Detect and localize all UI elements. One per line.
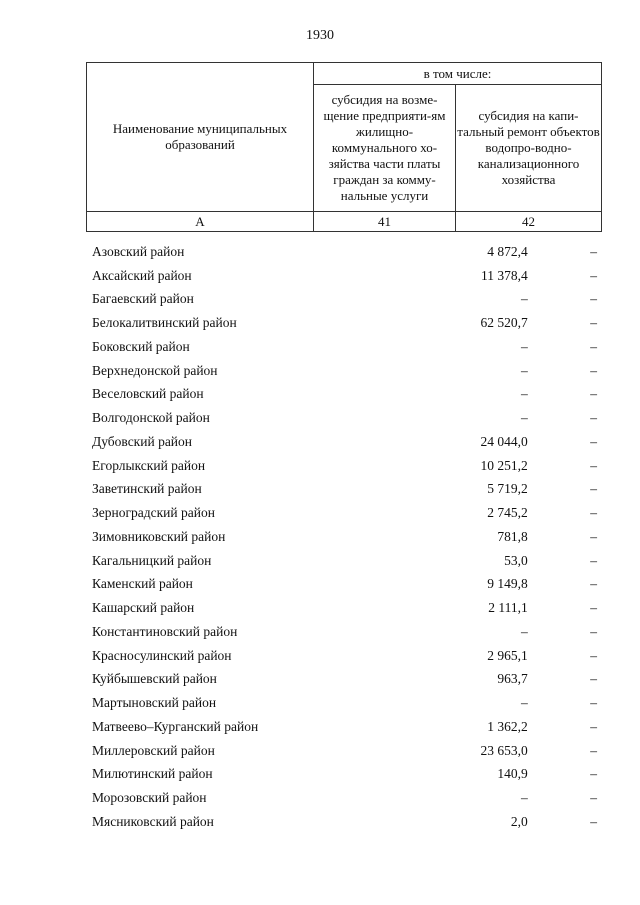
column-index-42: 42 — [456, 212, 602, 232]
value-col-42: – — [590, 410, 597, 426]
value-col-41: 1 362,2 — [487, 718, 528, 734]
table-row — [86, 573, 601, 597]
value-col-42: – — [590, 671, 597, 687]
table-header — [86, 62, 602, 232]
value-col-41: – — [521, 386, 528, 402]
municipality-name: Куйбышевский район — [92, 671, 217, 687]
value-col-42: – — [590, 291, 597, 307]
table-row — [86, 311, 601, 335]
value-col-41: 5 719,2 — [487, 481, 528, 497]
value-col-42: – — [590, 647, 597, 663]
column-header-name-text: Наименование муниципальных образований — [112, 121, 288, 152]
value-col-42: – — [590, 267, 597, 283]
value-col-41: – — [521, 338, 528, 354]
table-row — [86, 383, 601, 407]
table-row — [86, 335, 601, 359]
value-col-42: – — [590, 623, 597, 639]
municipality-name: Дубовский район — [92, 433, 193, 449]
column-index-41: 41 — [314, 212, 456, 232]
value-col-42: – — [590, 766, 597, 782]
column-header-name — [87, 63, 314, 212]
table-row — [86, 715, 601, 739]
value-col-41: 963,7 — [497, 671, 528, 687]
municipality-name: Матвеево–Курганский район — [92, 718, 259, 734]
value-col-42: – — [590, 315, 597, 331]
municipality-name: Мартыновский район — [92, 695, 217, 711]
column-header-including: в том числе: — [314, 63, 602, 85]
value-col-41: 23 653,0 — [480, 742, 528, 758]
municipality-name: Красносулинский район — [92, 647, 232, 663]
table-row — [86, 288, 601, 312]
value-col-41: 4 872,4 — [487, 243, 528, 259]
value-col-42: – — [590, 813, 597, 829]
table-row — [86, 359, 601, 383]
value-col-42: – — [590, 718, 597, 734]
municipality-name: Белокалитвинский район — [92, 315, 237, 331]
municipality-name: Волгодонской район — [92, 410, 210, 426]
table-row — [86, 763, 601, 787]
value-col-41: 2 745,2 — [487, 505, 528, 521]
table-row — [86, 406, 601, 430]
value-col-41: – — [521, 291, 528, 307]
table-row — [86, 501, 601, 525]
value-col-42: – — [590, 386, 597, 402]
table-row — [86, 478, 601, 502]
page-number: 1930 — [306, 28, 334, 43]
value-col-41: – — [521, 790, 528, 806]
value-col-42: – — [590, 576, 597, 592]
municipality-name: Веселовский район — [92, 386, 204, 402]
value-col-41: – — [521, 623, 528, 639]
municipality-name: Зимовниковский район — [92, 528, 226, 544]
municipality-name: Азовский район — [92, 243, 185, 259]
value-col-42: – — [590, 528, 597, 544]
table-row — [86, 739, 601, 763]
value-col-41: 781,8 — [497, 528, 528, 544]
value-col-41: 140,9 — [497, 766, 528, 782]
table-row — [86, 240, 601, 264]
value-col-42: – — [590, 243, 597, 259]
column-header-41: субсидия на возме-щение предприяти-ям жилищно-коммунального хо-зяйства части платы граждан за комму-нальные услуги — [314, 85, 456, 212]
municipality-name: Кагальницкий район — [92, 552, 212, 568]
value-col-42: – — [590, 362, 597, 378]
table-row — [86, 454, 601, 478]
municipality-name: Кашарский район — [92, 600, 195, 616]
municipality-name: Заветинский район — [92, 481, 202, 497]
value-col-41: 11 378,4 — [481, 267, 528, 283]
value-col-41: – — [521, 410, 528, 426]
table-row — [86, 525, 601, 549]
value-col-42: – — [590, 505, 597, 521]
municipality-name: Константиновский район — [92, 623, 238, 639]
municipality-name: Верхнедонской район — [92, 362, 218, 378]
municipality-name: Миллеровский район — [92, 742, 215, 758]
value-col-41: 53,0 — [504, 552, 528, 568]
value-col-41: – — [521, 362, 528, 378]
table-row — [86, 644, 601, 668]
value-col-41: 2 965,1 — [487, 647, 528, 663]
value-col-42: – — [590, 790, 597, 806]
table-row — [86, 786, 601, 810]
column-header-42: субсидия на капи-тальный ремонт объектов водопро-водно-канализационного хозяйства — [456, 85, 602, 212]
municipality-name: Морозовский район — [92, 790, 207, 806]
table-row — [86, 668, 601, 692]
value-col-42: – — [590, 552, 597, 568]
municipality-name: Милютинский район — [92, 766, 213, 782]
municipality-name: Боковский район — [92, 338, 190, 354]
table-body — [86, 240, 601, 834]
value-col-41: 9 149,8 — [487, 576, 528, 592]
table-row — [86, 596, 601, 620]
table-row — [86, 264, 601, 288]
municipality-name: Багаевский район — [92, 291, 194, 307]
table-row — [86, 620, 601, 644]
value-col-41: 2,0 — [510, 813, 528, 829]
table-row — [86, 549, 601, 573]
value-col-42: – — [590, 338, 597, 354]
value-col-42: – — [590, 600, 597, 616]
table-row — [86, 691, 601, 715]
table-row — [86, 810, 601, 834]
municipality-name: Зерноградский район — [92, 505, 215, 521]
value-col-41: 24 044,0 — [480, 433, 528, 449]
value-col-42: – — [590, 695, 597, 711]
value-col-41: 62 520,7 — [480, 315, 528, 331]
municipality-name: Мясниковский район — [92, 813, 214, 829]
value-col-41: 10 251,2 — [480, 457, 528, 473]
column-index-a: А — [87, 212, 314, 232]
value-col-42: – — [590, 457, 597, 473]
value-col-42: – — [590, 742, 597, 758]
table-row — [86, 430, 601, 454]
value-col-41: 2 111,1 — [488, 600, 528, 616]
value-col-42: – — [590, 433, 597, 449]
municipality-name: Аксайский район — [92, 267, 192, 283]
value-col-41: – — [521, 695, 528, 711]
municipality-name: Каменский район — [92, 576, 193, 592]
value-col-42: – — [590, 481, 597, 497]
municipality-name: Егорлыкский район — [92, 457, 206, 473]
